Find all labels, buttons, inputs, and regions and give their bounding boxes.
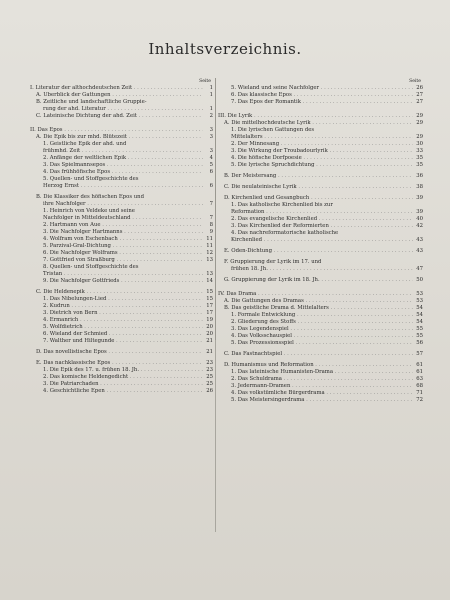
- toc-entry-page: 12: [206, 250, 213, 256]
- toc-entry: [30, 85, 213, 92]
- toc-entry-title: 4. Das nachreformatorische katholische: [231, 230, 339, 236]
- toc-entry-page: 50: [416, 277, 423, 283]
- toc-entry: [218, 162, 423, 169]
- toc-entry-page: 29: [416, 120, 423, 126]
- toc-entry-page: 57: [416, 351, 423, 357]
- toc-entry: [218, 134, 423, 141]
- toc-entry-page: 55: [416, 326, 423, 332]
- toc-entry-title: 1. Formale Entwicklung . . .: [231, 312, 413, 319]
- toc-list-right: [218, 85, 423, 404]
- toc-entry-page: 25: [206, 381, 213, 387]
- toc-entry-title: B. Zeitliche und landschaftliche Gruppie-: [36, 99, 147, 105]
- toc-entry-page: 68: [416, 383, 423, 389]
- toc-entry-page: 1: [209, 92, 213, 98]
- toc-entry-title: 3. Die Nachfolger Hartmanns . . .: [43, 229, 203, 236]
- toc-entry: [30, 296, 213, 303]
- toc-entry-page: 29: [416, 113, 423, 119]
- toc-entry-page: 55: [416, 333, 423, 339]
- toc-entry-title: 2. Anfänge der weltlichen Epik . . .: [43, 155, 203, 162]
- spacer: [30, 120, 213, 127]
- toc-entry-title: B. Die Klassiker des höfischen Epos und: [36, 194, 144, 200]
- toc-entry-title: 5. Das Prozessionsspiel . . .: [231, 340, 413, 347]
- toc-entry: [30, 236, 213, 243]
- toc-entry-page: 6: [209, 183, 213, 189]
- toc-entry-page: 9: [209, 229, 213, 235]
- toc-entry-title: 3. Jedermann-Dramen . . .: [231, 383, 413, 390]
- toc-entry-title: 1. Die lyrischen Gattungen des: [231, 127, 315, 133]
- toc-entry: [30, 229, 213, 236]
- page-column-label: Seite: [409, 79, 421, 84]
- toc-entry: [30, 215, 213, 222]
- toc-entry: [218, 230, 423, 237]
- toc-entry-title: 1. Das katholische Kirchenlied bis zur: [231, 202, 333, 208]
- toc-entry: [218, 127, 423, 134]
- toc-entry-title: frühen 18. Jh. . . .: [231, 266, 413, 273]
- toc-entry-page: 13: [206, 257, 213, 263]
- toc-entry-title: 4. Ermanrich . . .: [43, 317, 203, 324]
- toc-entry-title: 2. Das komische Heldengedicht . . .: [43, 374, 203, 381]
- toc-entry-title: 3. Dietrich von Bern . . .: [43, 310, 203, 317]
- toc-entry: [218, 184, 423, 191]
- toc-entry-page: 3: [209, 148, 213, 154]
- toc-entry: [30, 250, 213, 257]
- toc-entry: [30, 194, 213, 201]
- toc-entry-page: 21: [206, 349, 213, 355]
- toc-entry-title: Reformation . . .: [231, 209, 413, 216]
- toc-entry-page: 61: [416, 362, 423, 368]
- toc-entry-title: 7. Walther und Hiltegunde . . .: [43, 338, 203, 345]
- toc-entry: [218, 195, 423, 202]
- toc-entry-title: 5. Wolfdietrich . . .: [43, 324, 203, 331]
- toc-entry-page: 36: [416, 173, 423, 179]
- toc-entry-title: C. Das Fastnachtspiel . . .: [224, 351, 413, 358]
- toc-entry-page: 29: [416, 134, 423, 140]
- toc-entry-title: 5. Die lyrische Spruchdichtung . . .: [231, 162, 413, 169]
- page-title: Inhaltsverzeichnis.: [148, 40, 302, 58]
- toc-entry-title: G. Gruppierung der Lyrik im 18. Jh. . . .: [224, 277, 413, 284]
- toc-entry: [30, 176, 213, 183]
- toc-entry-page: 26: [206, 388, 213, 394]
- toc-entry: [30, 317, 213, 324]
- toc-entry-title: frühmhd. Zeit . . .: [43, 148, 203, 155]
- toc-entry-page: 35: [416, 155, 423, 161]
- toc-entry-title: ihre Nachfolger . . .: [43, 201, 203, 208]
- toc-entry: [218, 202, 423, 209]
- toc-entry-title: E. Das nachklassische Epos . . .: [36, 360, 203, 367]
- toc-entry: [218, 291, 423, 298]
- toc-entry-title: 2. Gliederung des Stoffs . . .: [231, 319, 413, 326]
- toc-entry-page: 19: [206, 317, 213, 323]
- toc-entry-page: 71: [416, 390, 423, 396]
- toc-entry-page: 21: [206, 338, 213, 344]
- toc-entry: [30, 155, 213, 162]
- toc-entry-title: 6. Wieland der Schmied . . .: [43, 331, 203, 338]
- toc-entry: [218, 351, 423, 358]
- toc-entry-page: 1: [209, 85, 213, 91]
- toc-entry-page: 3: [209, 127, 213, 133]
- toc-entry-title: 1. Heinrich von Veldeke und seine: [43, 208, 135, 214]
- toc-entry-page: 54: [416, 319, 423, 325]
- page-column-label: Seite: [199, 79, 211, 84]
- toc-entry-title: 4. Das Volksschauspiel . . .: [231, 333, 413, 340]
- toc-entry-page: 8: [209, 222, 213, 228]
- toc-entry: [30, 106, 213, 113]
- toc-entry-title: IV. Das Drama . . .: [218, 291, 413, 298]
- toc-entry: [218, 223, 423, 230]
- toc-entry: [30, 271, 213, 278]
- spacer: [218, 106, 423, 113]
- toc-entry-page: 27: [416, 92, 423, 98]
- toc-entry-page: 33: [416, 148, 423, 154]
- toc-entry: [218, 141, 423, 148]
- toc-entry-title: 4. Das frühhöfische Epos . . .: [43, 169, 203, 176]
- toc-entry: [218, 85, 423, 92]
- toc-entry-title: 2. Der Minnesang . . .: [231, 141, 413, 148]
- toc-entry: [218, 209, 423, 216]
- toc-entry: [218, 298, 423, 305]
- toc-entry-title: A. Die mittelhochdeutsche Lyrik . . .: [224, 120, 413, 127]
- toc-entry-title: 6. Die Nachfolger Wolframs . . .: [43, 250, 203, 257]
- toc-entry: [30, 148, 213, 155]
- toc-entry-page: 23: [206, 367, 213, 373]
- toc-entry: [30, 381, 213, 388]
- toc-entry-title: III. Die Lyrik . . .: [218, 113, 413, 120]
- toc-entry: [30, 310, 213, 317]
- toc-entry: [30, 338, 213, 345]
- toc-entry-title: 4. Geschichtliche Epen . . .: [43, 388, 203, 395]
- toc-entry: [30, 331, 213, 338]
- toc-entry-title: C. Die Heldenepik . . .: [36, 289, 203, 296]
- toc-entry-title: 4. Das volkstümliche Bürgerdrama . . .: [231, 390, 413, 397]
- toc-entry: [30, 388, 213, 395]
- toc-entry-page: 2: [209, 113, 213, 119]
- toc-entry: [218, 237, 423, 244]
- toc-entry-page: 3: [209, 134, 213, 140]
- toc-entry: [30, 113, 213, 120]
- toc-entry: [218, 340, 423, 347]
- toc-entry-title: 1. Das Nibelungen-Lied . . .: [43, 296, 203, 303]
- toc-entry: [30, 127, 213, 134]
- column-divider: [215, 78, 216, 340]
- toc-entry-title: 3. Das Spielmannsepos . . .: [43, 162, 203, 169]
- toc-entry-page: 54: [416, 305, 423, 311]
- toc-list-left: [30, 85, 213, 395]
- toc-entry-title: Kirchenlied . . .: [231, 237, 413, 244]
- spacer: [218, 284, 423, 291]
- toc-entry-title: 1. Die Epik des 17. u. frühen 18. Jh. . . .: [43, 367, 203, 374]
- toc-entry-page: 53: [416, 291, 423, 297]
- toc-entry: [30, 374, 213, 381]
- toc-entry: [218, 369, 423, 376]
- toc-entry: [30, 324, 213, 331]
- toc-entry-page: 43: [416, 237, 423, 243]
- toc-entry: [218, 113, 423, 120]
- toc-entry-page: 61: [416, 369, 423, 375]
- toc-entry-title: 2. Das Schuldrama . . .: [231, 376, 413, 383]
- toc-entry: [218, 266, 423, 273]
- toc-entry-title: D. Humanismus und Reformation . . .: [224, 362, 413, 369]
- toc-entry: [218, 383, 423, 390]
- toc-entry-title: Mittelalters . . .: [231, 134, 413, 141]
- toc-entry-page: 53: [416, 298, 423, 304]
- toc-entry-title: B. Das geistliche Drama d. Mittelalters . . .: [224, 305, 413, 312]
- column-divider-lower: [215, 340, 216, 532]
- toc-entry-title: A. Überblick der Gattungen . . .: [36, 92, 203, 99]
- toc-entry-page: 42: [416, 223, 423, 229]
- toc-entry-title: 3. Das Legendenspiel . . .: [231, 326, 413, 333]
- toc-entry-title: F. Gruppierung der Lyrik im 17. und: [224, 259, 322, 265]
- toc-entry-page: 17: [206, 303, 213, 309]
- toc-entry-title: 3. Die Patriarchaden . . .: [43, 381, 203, 388]
- toc-entry: [30, 360, 213, 367]
- toc-entry-title: 5. Wieland und seine Nachfolger . . .: [231, 85, 413, 92]
- toc-entry: [218, 312, 423, 319]
- toc-entry: [218, 92, 423, 99]
- toc-entry-title: 2. Kudrun . . .: [43, 303, 203, 310]
- toc-entry-page: 20: [206, 331, 213, 337]
- toc-entry-title: A. Die Epik bis zur mhd. Blütezeit . . .: [36, 134, 203, 141]
- toc-entry: [218, 216, 423, 223]
- toc-entry-page: 63: [416, 376, 423, 382]
- toc-entry: [218, 362, 423, 369]
- toc-entry-title: 6. Das klassische Epos . . .: [231, 92, 413, 99]
- toc-entry-page: 7: [209, 201, 213, 207]
- toc-entry-page: 47: [416, 266, 423, 272]
- toc-entry-page: 17: [206, 310, 213, 316]
- toc-entry: [30, 278, 213, 285]
- toc-entry: [30, 349, 213, 356]
- toc-entry-page: 43: [416, 248, 423, 254]
- toc-entry-page: 26: [416, 85, 423, 91]
- toc-entry: [218, 333, 423, 340]
- toc-entry-page: 39: [416, 195, 423, 201]
- toc-entry-page: 38: [416, 184, 423, 190]
- toc-entry: [30, 264, 213, 271]
- toc-entry: [218, 376, 423, 383]
- toc-entry-title: 8. Quellen- und Stoffgeschichte des: [43, 264, 139, 270]
- toc-entry-page: 1: [209, 106, 213, 112]
- toc-entry-page: 27: [416, 99, 423, 105]
- toc-entry-page: 20: [206, 324, 213, 330]
- toc-entry: [30, 367, 213, 374]
- toc-entry: [218, 155, 423, 162]
- toc-entry: [30, 134, 213, 141]
- toc-entry-page: 39: [416, 209, 423, 215]
- toc-entry-title: 2. Das evangelische Kirchenlied . . .: [231, 216, 413, 223]
- toc-entry: [218, 390, 423, 397]
- toc-entry: [218, 326, 423, 333]
- toc-entry: [30, 303, 213, 310]
- toc-entry-title: 2. Hartmann von Aue . . .: [43, 222, 203, 229]
- toc-entry-page: 13: [206, 271, 213, 277]
- toc-entry-page: 11: [206, 236, 213, 242]
- toc-entry-page: 11: [206, 243, 213, 249]
- toc-entry: [30, 141, 213, 148]
- toc-entry-page: 25: [206, 374, 213, 380]
- toc-entry: [30, 99, 213, 106]
- toc-entry-page: 14: [206, 278, 213, 284]
- toc-entry: [218, 319, 423, 326]
- toc-right-column: [218, 78, 423, 404]
- toc-entry: [30, 162, 213, 169]
- toc-entry: [30, 201, 213, 208]
- toc-entry: [218, 259, 423, 266]
- toc-entry: [30, 222, 213, 229]
- toc-entry-title: 4. Wolfram von Eschenbach . . .: [43, 236, 203, 243]
- toc-entry-page: 6: [209, 169, 213, 175]
- toc-entry-title: Herzog Ernst . . .: [43, 183, 203, 190]
- toc-entry: [218, 148, 423, 155]
- toc-entry: [30, 257, 213, 264]
- toc-entry: [218, 173, 423, 180]
- toc-entry-page: 7: [209, 215, 213, 221]
- toc-entry-title: 3. Das Kirchenlied der Reformierten . . .: [231, 223, 413, 230]
- toc-entry: [30, 243, 213, 250]
- toc-entry-title: 7. Gottfried von Straßburg . . .: [43, 257, 203, 264]
- toc-entry: [218, 397, 423, 404]
- toc-entry-title: 1. Geistliche Epik der ahd. und: [43, 141, 127, 147]
- toc-entry-title: 9. Die Nachfolger Gottfrieds . . .: [43, 278, 203, 285]
- toc-entry: [30, 289, 213, 296]
- toc-entry-page: 15: [206, 289, 213, 295]
- toc-entry-page: 35: [416, 162, 423, 168]
- toc-entry-title: I. Literatur der althochdeutschen Zeit . . .: [30, 85, 203, 92]
- toc-entry-page: 30: [416, 141, 423, 147]
- toc-entry-title: C. Die neulateinische Lyrik . . .: [224, 184, 413, 191]
- toc-entry-title: C. Lateinische Dichtung der ahd. Zeit . . .: [36, 113, 203, 120]
- toc-entry-title: 7. Das Epos der Romantik . . .: [231, 99, 413, 106]
- toc-entry-title: Nachfolger in Mitteldeutschland . . .: [43, 215, 203, 222]
- toc-entry-title: 5. Das Meistersingerdrama . . .: [231, 397, 413, 404]
- toc-entry-title: 3. Die Wirkung der Troubadourlyrik . . .: [231, 148, 413, 155]
- toc-entry-page: 40: [416, 216, 423, 222]
- toc-entry-title: D. Kirchenlied und Gesangbuch . . .: [224, 195, 413, 202]
- toc-entry-title: D. Das novellistische Epos . . .: [36, 349, 203, 356]
- toc-entry-page: 54: [416, 312, 423, 318]
- toc-entry-title: rung der ahd. Literatur . . .: [43, 106, 203, 113]
- toc-entry-title: II. Das Epos . . .: [30, 127, 203, 134]
- toc-entry-page: 56: [416, 340, 423, 346]
- toc-entry: [30, 208, 213, 215]
- toc-entry: [218, 248, 423, 255]
- toc-entry-page: 72: [416, 397, 423, 403]
- toc-left-column: [30, 78, 213, 395]
- toc-entry-title: 5. Quellen- und Stoffgeschichte des: [43, 176, 139, 182]
- toc-entry-title: A. Die Gattungen des Dramas . . .: [224, 298, 413, 305]
- toc-entry-page: 4: [209, 155, 213, 161]
- toc-entry: [30, 92, 213, 99]
- toc-entry: [218, 99, 423, 106]
- toc-entry-page: 15: [206, 296, 213, 302]
- toc-entry-title: 5. Parzival-Gral-Dichtung . . .: [43, 243, 203, 250]
- toc-entry-page: 5: [209, 162, 213, 168]
- toc-entry: [30, 183, 213, 190]
- toc-entry: [218, 277, 423, 284]
- toc-entry-title: Tristan . . .: [43, 271, 203, 278]
- toc-entry-title: B. Der Meistersang . . .: [224, 173, 413, 180]
- toc-entry: [218, 305, 423, 312]
- toc-entry: [218, 120, 423, 127]
- toc-entry: [30, 169, 213, 176]
- toc-entry-page: 23: [206, 360, 213, 366]
- toc-entry-title: 4. Die höfische Dorfpoesie . . .: [231, 155, 413, 162]
- toc-entry-title: E. Oden-Dichtung . . .: [224, 248, 413, 255]
- toc-entry-title: 1. Das lateinische Humanisten-Drama . . .: [231, 369, 413, 376]
